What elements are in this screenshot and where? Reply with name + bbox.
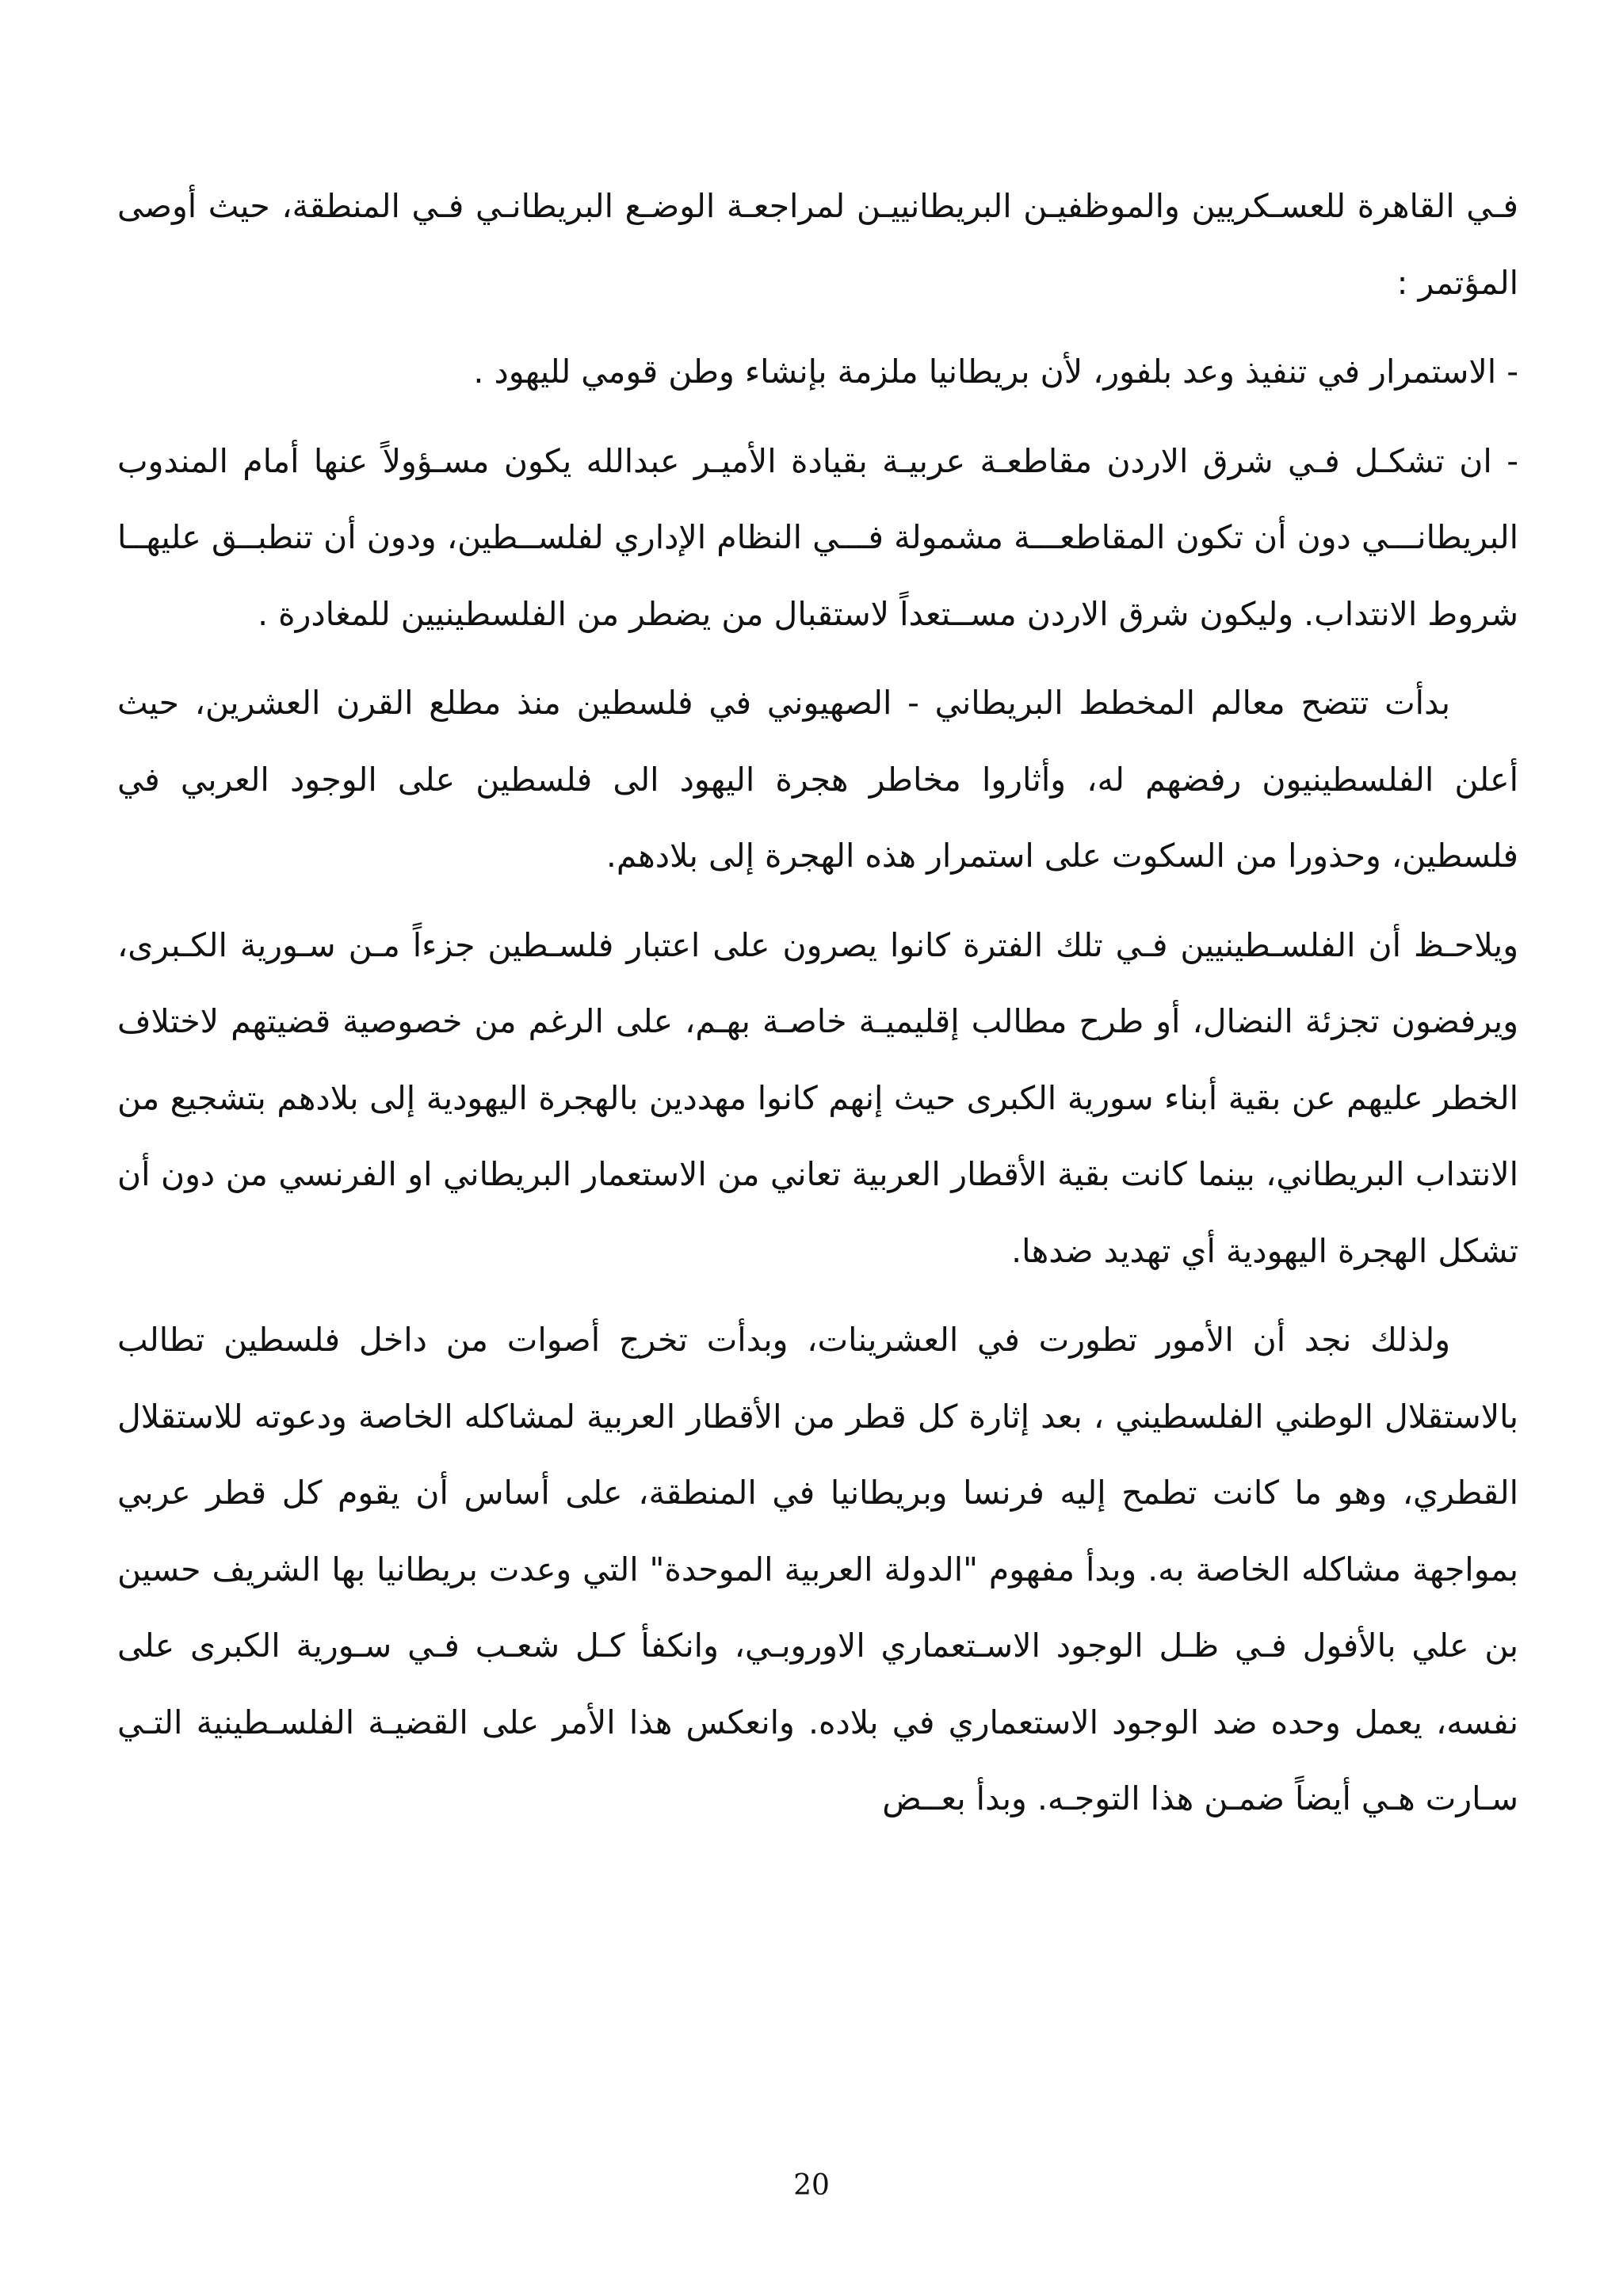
paragraph-conference-intro: فـي القاهرة للعسـكريين والموظفيـن البريطانييـن لمراجعـة الوضـع البريطانـي فـي المنطقة، حيث أوصى المؤتمر :	[117, 187, 1518, 302]
paragraph-recommendation-transjordan: - ان تشكـل فـي شرق الاردن مقاطعـة عربيـة بقيادة الأميـر عبدالله يكون مسـؤولاً عنها أمام المندوب البريطانـــي دون أن تكون المقاطعـــة مشمولة فـــي النظام الإداري لفلســطين، ودون أن تنطبــق عليهــا شروط الانتداب. وليكون شرق الاردن مســتعداً لاستقبال من يضطر من الفلسطينيين للمغادرة .	[117, 441, 1518, 633]
body-text	[117, 168, 1518, 1850]
paragraph-british-zionist-plan: بدأت تتضح معالم المخطط البريطاني - الصهيوني في فلسطين منذ مطلع القرن العشرين، حيث أعلن الفلسطينيون رفضهم له، وأثاروا مخاطر هجرة اليهود الى فلسطين على الوجود العربي في فلسطين، وحذورا من السكوت على استمرار هذه الهجرة إلى بلادهم.	[117, 684, 1518, 875]
page-number: 20	[793, 2169, 830, 2202]
paragraph-twenties-developments: ولذلك نجد أن الأمور تطورت في العشرينات، وبدأت تخرج أصوات من داخل فلسطين تطالب بالاستقلال الوطني الفلسطيني ، بعد إثارة كل قطر من الأقطار العربية لمشاكله الخاصة ودعوته للاستقلال القطري، وهو ما كانت تطمح إليه فرنسا وبريطانيا في المنطقة، على أساس أن يقوم كل قطر عربي بمواجهة مشاكله الخاصة به. وبدأ مفهوم "الدولة العربية الموحدة" التي وعدت بريطانيا بها الشريف حسين بن علي بالأفول فـي ظـل الوجود الاسـتعماري الاوروبـي، وانكفأ كـل شعـب فـي سـورية الكبرى على نفسه، يعمل وحده ضد الوجود الاستعماري في بلاده. وانعكس هذا الأمر على القضيـة الفلسـطينية التـي سـارت هـي أيضاً ضمـن هذا التوجـه. وبدأ بعــض	[117, 1321, 1518, 1817]
paragraph-recommendation-balfour: - الاستمرار في تنفيذ وعد بلفور، لأن بريطانيا ملزمة بإنشاء وطن قومي لليهود .	[473, 353, 1518, 391]
paragraph-greater-syria: ويلاحـظ أن الفلسـطينيين فـي تلك الفترة كانوا يصرون على اعتبار فلسـطين جزءاً مـن سـورية الكـبرى، ويرفضون تجزئة النضال، أو طرح مطالب إقليميـة خاصـة بهـم، على الرغم من خصوصية قضيتهم لاختلاف الخطر عليهم عن بقية أبناء سورية الكبرى حيث إنهم كانوا مهددين بالهجرة اليهودية إلى بلادهم بتشجيع من الانتداب البريطاني، بينما كانت بقية الأقطار العربية تعاني من الاستعمار البريطاني او الفرنسي من دون أن تشكل الهجرة اليهودية أي تهديد ضدها.	[117, 925, 1518, 1270]
